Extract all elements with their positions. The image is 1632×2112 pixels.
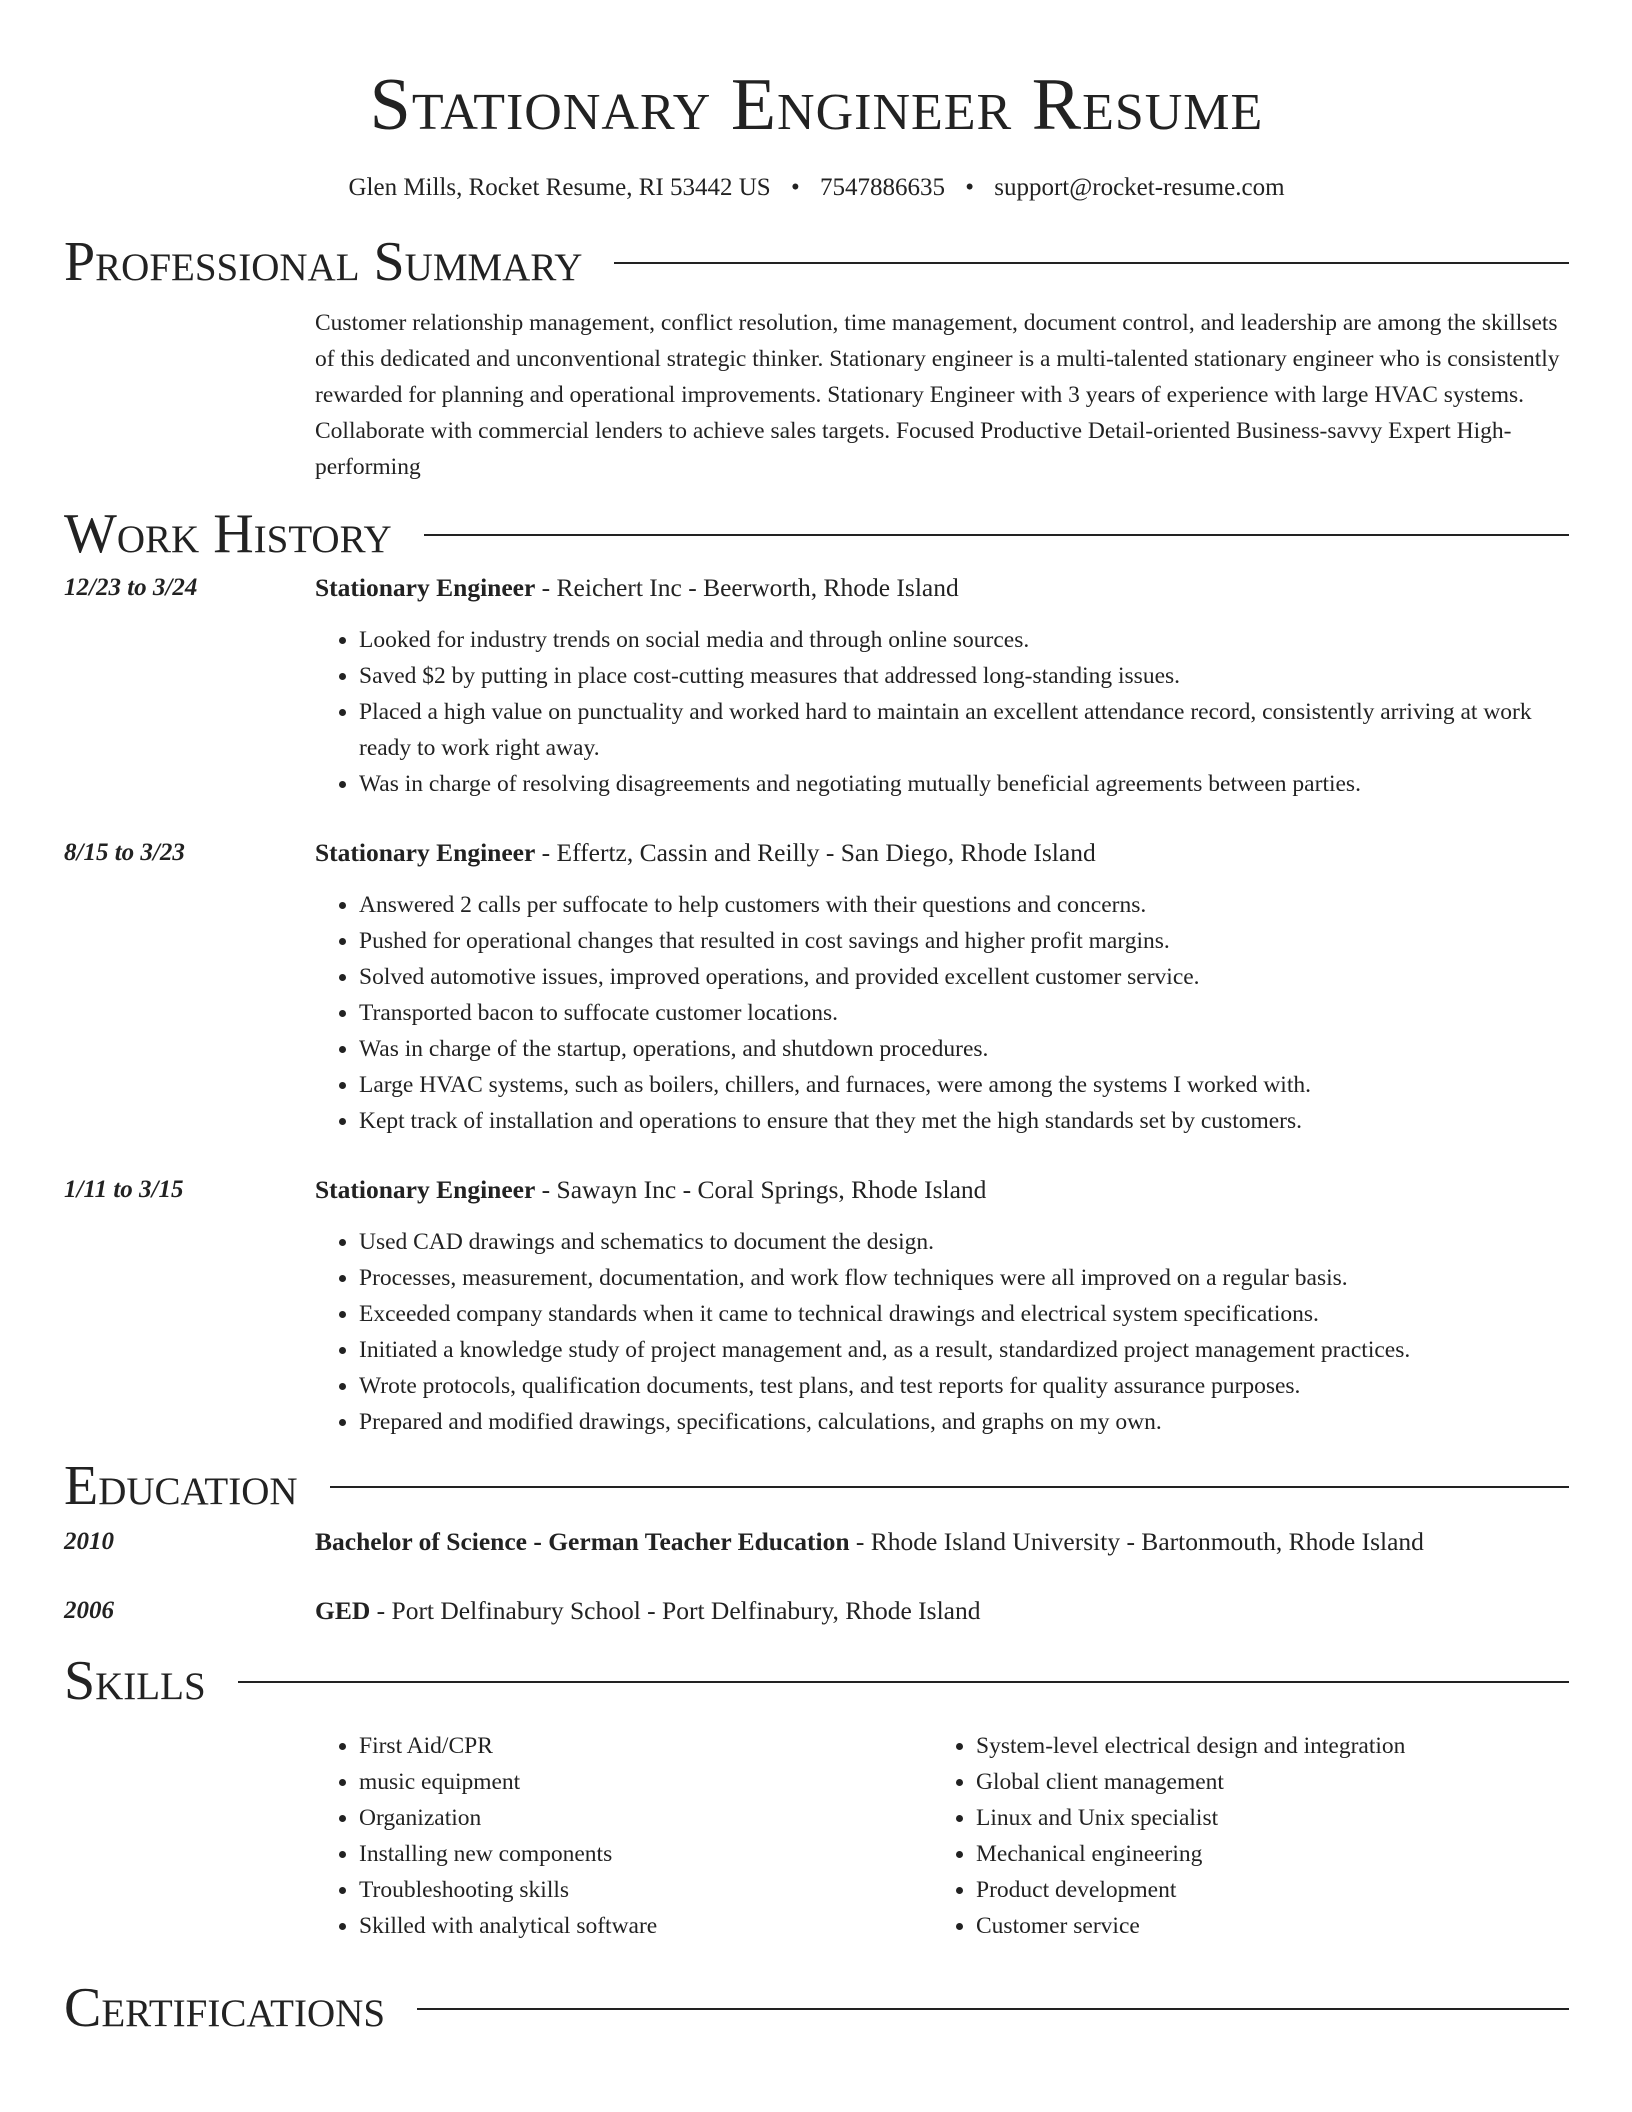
skill-item: • Mechanical engineering xyxy=(976,1836,1405,1872)
degree-title: Bachelor of Science - German Teacher Education xyxy=(315,1527,850,1556)
education-heading xyxy=(315,1524,1569,1560)
education-year: 2010 xyxy=(64,1528,114,1555)
job-details: - Effertz, Cassin and Reilly - San Diego, Rhode Island xyxy=(535,838,1096,867)
work-entry-bullets xyxy=(315,1224,1569,1440)
work-entry-body xyxy=(315,570,1569,802)
job-details: - Reichert Inc - Beerworth, Rhode Island xyxy=(535,573,959,602)
education-section-heading xyxy=(64,1454,1569,1518)
degree-title: GED xyxy=(315,1596,371,1625)
summary-section-title: Professional Summary xyxy=(64,231,583,293)
summary-section-heading xyxy=(64,230,1569,294)
school-details: - Port Delfinabury School - Port Delfinabury, Rhode Island xyxy=(370,1596,981,1625)
skill-item: • First Aid/CPR xyxy=(359,1728,932,1764)
contact-address: Glen Mills, Rocket Resume, RI 53442 US xyxy=(348,174,771,201)
job-title: Stationary Engineer xyxy=(315,838,536,867)
list-item: • Pushed for operational changes that resulted in cost savings and higher profit margins. xyxy=(359,923,1569,959)
work-entry xyxy=(64,835,1569,1139)
skill-item: • music equipment xyxy=(359,1764,932,1800)
work-section-title: Work History xyxy=(64,503,392,565)
contact-phone: 7547886635 xyxy=(819,174,945,201)
work-entry xyxy=(64,570,1569,802)
work-entry-bullets xyxy=(315,622,1569,802)
resume-title: Stationary Engineer Resume xyxy=(369,64,1264,146)
skills-list-right xyxy=(932,1728,1405,1944)
skills-section-title: Skills xyxy=(64,1650,206,1712)
list-item: • Solved automotive issues, improved operations, and provided excellent customer service. xyxy=(359,959,1569,995)
work-entry-body xyxy=(315,1172,1569,1440)
contact-separator: • xyxy=(965,174,974,201)
skill-item: • Installing new components xyxy=(359,1836,932,1872)
skill-item: • Skilled with analytical software xyxy=(359,1908,932,1944)
work-entry-body xyxy=(315,835,1569,1139)
skill-item: • Organization xyxy=(359,1800,932,1836)
school-details: - Rhode Island University - Bartonmouth, Rhode Island xyxy=(849,1527,1424,1556)
work-entry-heading xyxy=(315,1172,1569,1208)
list-item: • Answered 2 calls per suffocate to help customers with their questions and concerns. xyxy=(359,887,1569,923)
list-item: • Wrote protocols, qualification documents, test plans, and test reports for quality assurance purposes. xyxy=(359,1368,1569,1404)
contact-line xyxy=(64,172,1569,204)
work-entry xyxy=(64,1172,1569,1440)
section-divider xyxy=(238,1681,1569,1683)
section-divider xyxy=(417,2008,1569,2010)
work-section-heading xyxy=(64,502,1569,566)
list-item: • Exceeded company standards when it came to technical drawings and electrical system specifications. xyxy=(359,1296,1569,1332)
list-item: • Large HVAC systems, such as boilers, chillers, and furnaces, were among the systems I worked with. xyxy=(359,1067,1569,1103)
contact-email: support@rocket-resume.com xyxy=(994,174,1285,201)
list-item: • Kept track of installation and operations to ensure that they met the high standards set by customers. xyxy=(359,1103,1569,1139)
job-title: Stationary Engineer xyxy=(315,573,536,602)
list-item: • Was in charge of the startup, operations, and shutdown procedures. xyxy=(359,1031,1569,1067)
education-entry xyxy=(64,1593,1569,1629)
skill-item: • Customer service xyxy=(976,1908,1405,1944)
work-entry-dates: 8/15 to 3/23 xyxy=(64,839,185,866)
skill-item: • System-level electrical design and integration xyxy=(976,1728,1405,1764)
summary-text: Customer relationship management, conflict resolution, time management, document control, and leadership are among the skillsets of this dedicated and unconventional strategic thinker. Stationary engineer is a multi-talented stationary engineer who is consistently rewarded for planning and operational improvements. Stationary Engineer with 3 years of experience with large HVAC systems. Collaborate with commercial lenders to achieve sales targets. Focused Productive Detail-oriented Business-savvy Expert High-performing xyxy=(315,310,1560,480)
skill-item: • Linux and Unix specialist xyxy=(976,1800,1405,1836)
work-entry-heading xyxy=(315,835,1569,871)
list-item: • Was in charge of resolving disagreements and negotiating mutually beneficial agreements between parties. xyxy=(359,766,1569,802)
section-divider xyxy=(614,262,1569,264)
education-entry-body xyxy=(315,1524,1569,1560)
section-divider xyxy=(424,534,1569,536)
education-entry xyxy=(64,1524,1569,1560)
list-item: • Transported bacon to suffocate customer locations. xyxy=(359,995,1569,1031)
job-title: Stationary Engineer xyxy=(315,1175,536,1204)
certifications-section-heading xyxy=(64,1976,1569,2040)
skill-item: • Global client management xyxy=(976,1764,1405,1800)
resume-page xyxy=(64,0,1569,2040)
skills-columns xyxy=(315,1728,1569,1944)
list-item: • Saved $2 by putting in place cost-cutting measures that addressed long-standing issues. xyxy=(359,658,1569,694)
education-section-title: Education xyxy=(64,1455,298,1517)
work-entry-heading xyxy=(315,570,1569,606)
list-item: • Used CAD drawings and schematics to document the design. xyxy=(359,1224,1569,1260)
contact-separator: • xyxy=(790,174,800,201)
job-details: - Sawayn Inc - Coral Springs, Rhode Island xyxy=(535,1175,987,1204)
work-entry-bullets xyxy=(315,887,1569,1139)
section-divider xyxy=(330,1486,1569,1488)
skill-item: • Troubleshooting skills xyxy=(359,1872,932,1908)
list-item: • Looked for industry trends on social media and through online sources. xyxy=(359,622,1569,658)
education-heading xyxy=(315,1593,1569,1629)
skill-item: • Product development xyxy=(976,1872,1405,1908)
skills-list-left xyxy=(315,1728,932,1944)
list-item: • Placed a high value on punctuality and worked hard to maintain an excellent attendance record, consistently arriving at work ready to work right away. xyxy=(359,694,1569,766)
list-item: • Prepared and modified drawings, specifications, calculations, and graphs on my own. xyxy=(359,1404,1569,1440)
certifications-section-title: Certifications xyxy=(64,1977,386,2039)
education-year: 2006 xyxy=(64,1597,114,1624)
skills-section-heading xyxy=(64,1649,1569,1713)
education-entry-body xyxy=(315,1593,1569,1629)
list-item: • Processes, measurement, documentation, and work flow techniques were all improved on a regular basis. xyxy=(359,1260,1569,1296)
list-item: • Initiated a knowledge study of project management and, as a result, standardized project management practices. xyxy=(359,1332,1569,1368)
work-entry-dates: 12/23 to 3/24 xyxy=(64,574,198,601)
work-entry-dates: 1/11 to 3/15 xyxy=(64,1176,184,1203)
